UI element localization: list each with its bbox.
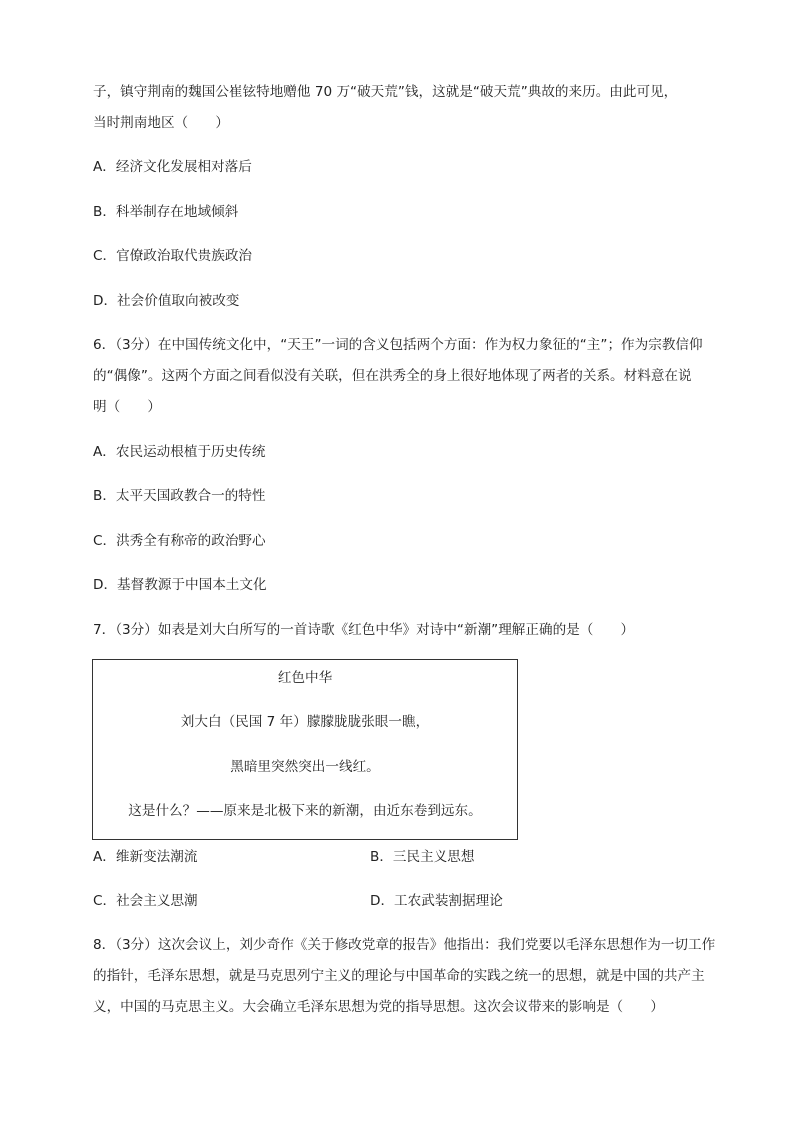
- q8-line-3: 义，中国的马克思主义。大会确立毛泽东思想为党的指导思想。这次会议带来的影响是（ ）: [93, 999, 664, 1015]
- q6-option-b[interactable]: B．太平天国政教合一的特性: [93, 488, 266, 504]
- q7-option-d[interactable]: D．工农武装割据理论: [370, 893, 503, 909]
- poem-line-1: 刘大白（民国 7 年）朦朦胧胧张眼一瞧，: [180, 714, 430, 730]
- poem-title: 红色中华: [277, 670, 333, 686]
- q6-option-c[interactable]: C．洪秀全有称帝的政治野心: [93, 533, 266, 549]
- q5-line-1: 子，镇守荆南的魏国公崔铉特地赠他 70 万“破天荒”钱，这就是“破天荒”典故的来历。由此可见，: [93, 84, 678, 100]
- q5-option-c[interactable]: C．官僚政治取代贵族政治: [93, 248, 253, 264]
- poem-line-2: 黑暗里突然突出一线红。: [230, 759, 380, 775]
- q6-option-d[interactable]: D．基督教源于中国本土文化: [93, 577, 267, 593]
- q6-line-3: 明（ ）: [93, 399, 161, 415]
- poem-table: [92, 659, 518, 840]
- q8-line-2: 的指针，毛泽东思想，就是马克思列宁主义的理论与中国革命的实践之统一的思想，就是中国的共产主: [93, 968, 705, 984]
- q5-option-b[interactable]: B．科举制存在地域倾斜: [93, 204, 239, 220]
- q7-option-c[interactable]: C．社会主义思潮: [93, 893, 198, 909]
- q7-stem: 7．（3分）如表是刘大白所写的一首诗歌《红色中华》对诗中“新潮”理解正确的是（ ）: [93, 622, 635, 638]
- q5-option-a[interactable]: A．经济文化发展相对落后: [93, 159, 252, 175]
- q6-option-a[interactable]: A．农民运动根植于历史传统: [93, 444, 266, 460]
- q5-option-d[interactable]: D．社会价值取向被改变: [93, 293, 240, 309]
- q5-line-2: 当时荆南地区（ ）: [93, 115, 229, 131]
- poem-line-3: 这是什么？——原来是北极下来的新潮，由近东卷到远东。: [128, 803, 482, 819]
- q7-option-a[interactable]: A．维新变法潮流: [93, 849, 198, 865]
- q7-option-b[interactable]: B．三民主义思想: [370, 849, 475, 865]
- q6-line-1: 6．（3分）在中国传统文化中，“天王”一词的含义包括两个方面：作为权力象征的“主”；作为宗教信仰: [93, 337, 703, 353]
- q6-line-2: 的“偶像”。这两个方面之间看似没有关联，但在洪秀全的身上很好地体现了两者的关系。材料意在说: [93, 368, 692, 384]
- q8-line-1: 8．（3分）这次会议上，刘少奇作《关于修改党章的报告》他指出：我们党要以毛泽东思想作为一切工作: [93, 937, 716, 953]
